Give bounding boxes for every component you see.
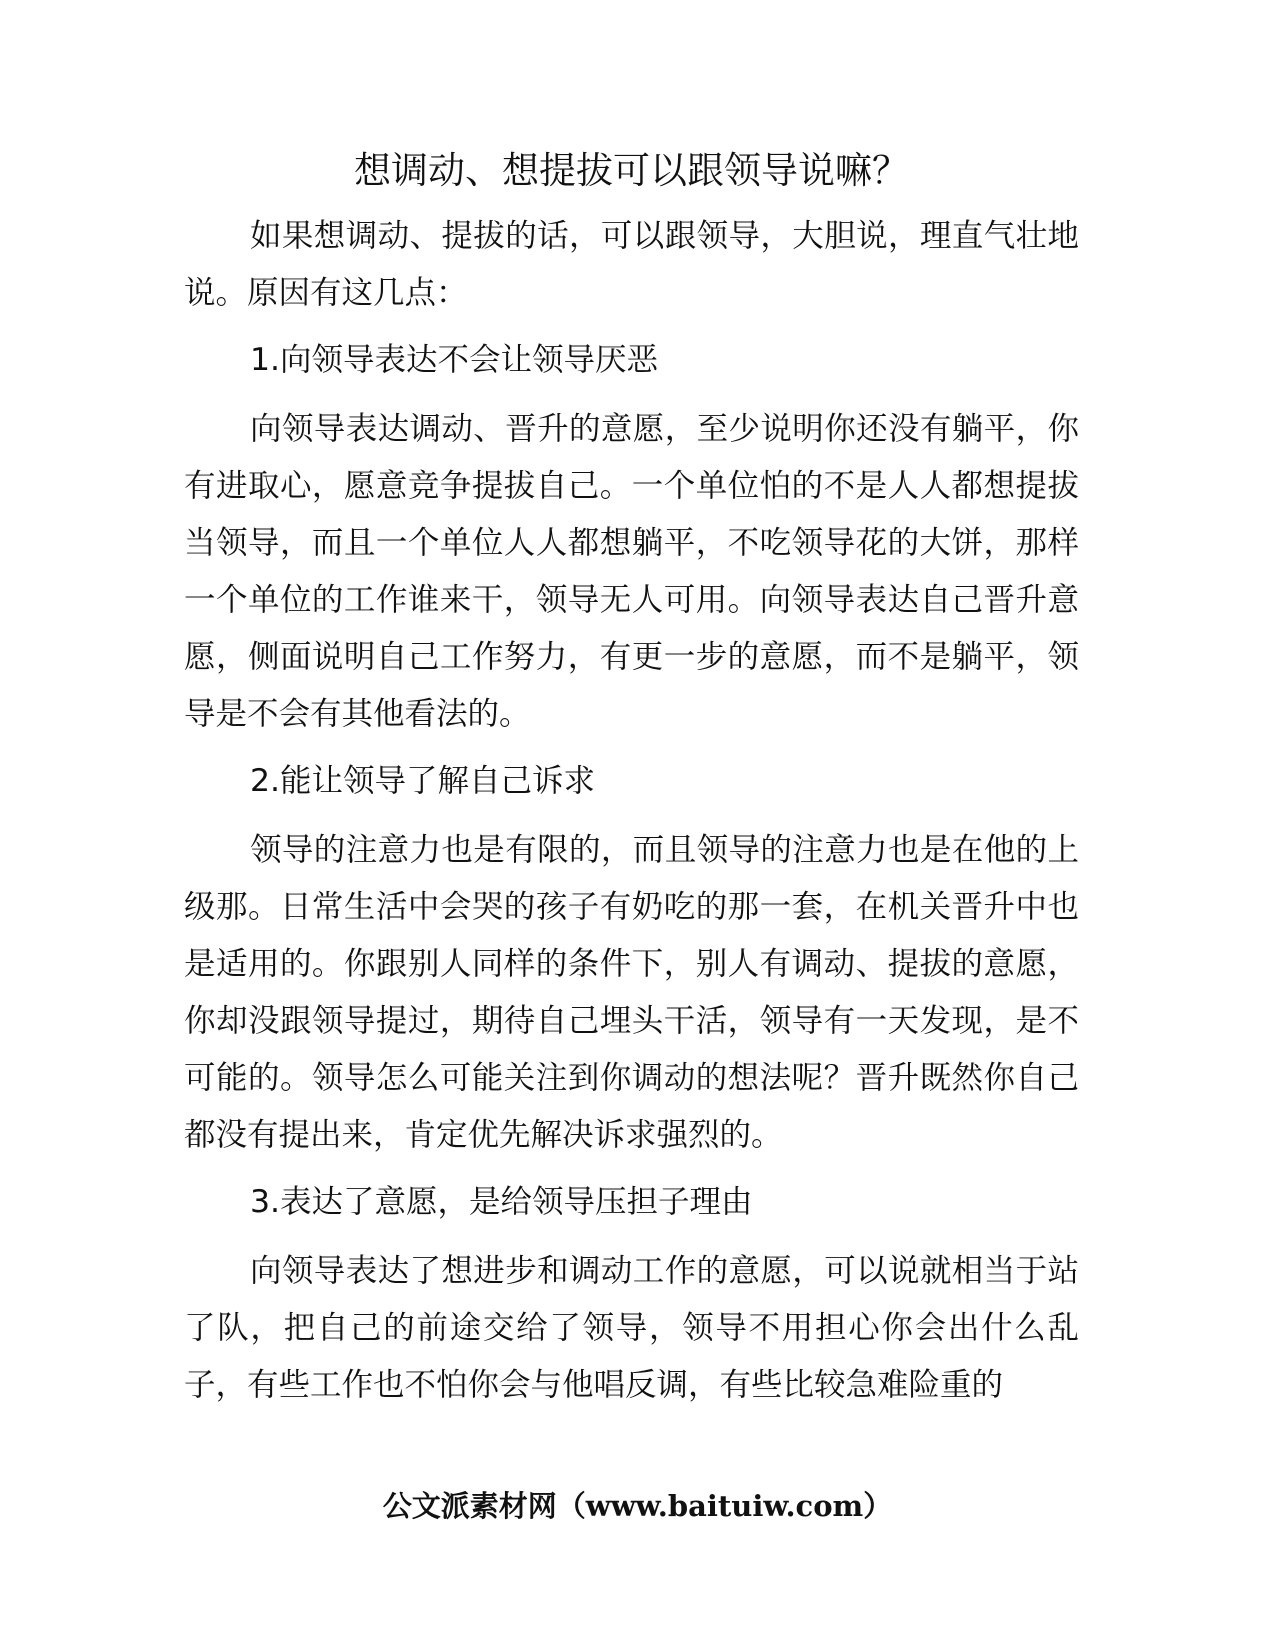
paragraph-section-2: 领导的注意力也是有限的，而且领导的注意力也是在他的上级那。日常生活中会哭的孩子有奶吃的那一套，在机关晋升中也是适用的。你跟别人同样的条件下，别人有调动、提拔的意愿，你却没跟领导提过，期待自己埋头干活，领导有一天发现，是不可能的。领导怎么可能关注到你调动的想法呢？晋升既然你自己都没有提出来，肯定优先解决诉求强烈的。: [184, 832, 1079, 1153]
paragraph-section-3: 向领导表达了想进步和调动工作的意愿，可以说就相当于站了队，把自己的前途交给了领导，领导不用担心你会出什么乱子，有些工作也不怕你会与他唱反调，有些比较急难险重的: [184, 1253, 1079, 1403]
section-heading-2: 2.能让领导了解自己诉求: [250, 763, 596, 799]
document-body: [184, 142, 1079, 1424]
footer-watermark: 公文派素材网（www.baituiw.com）: [382, 1489, 893, 1523]
section-heading-1: 1.向领导表达不会让领导厌恶: [250, 342, 659, 378]
section-heading-3: 3.表达了意愿，是给领导压担子理由: [250, 1184, 753, 1220]
document-title: 想调动、想提拔可以跟领导说嘛？: [354, 149, 909, 192]
paragraph-intro: 如果想调动、提拔的话，可以跟领导，大胆说，理直气壮地说。原因有这几点：: [184, 218, 1079, 311]
paragraph-section-1: 向领导表达调动、晋升的意愿，至少说明你还没有躺平，你有进取心，愿意竞争提拔自己。一个单位怕的不是人人都想提拔当领导，而且一个单位人人都想躺平，不吃领导花的大饼，那样一个单位的工作谁来干，领导无人可用。向领导表达自己晋升意愿，侧面说明自己工作努力，有更一步的意愿，而不是躺平，领导是不会有其他看法的。: [184, 411, 1079, 732]
